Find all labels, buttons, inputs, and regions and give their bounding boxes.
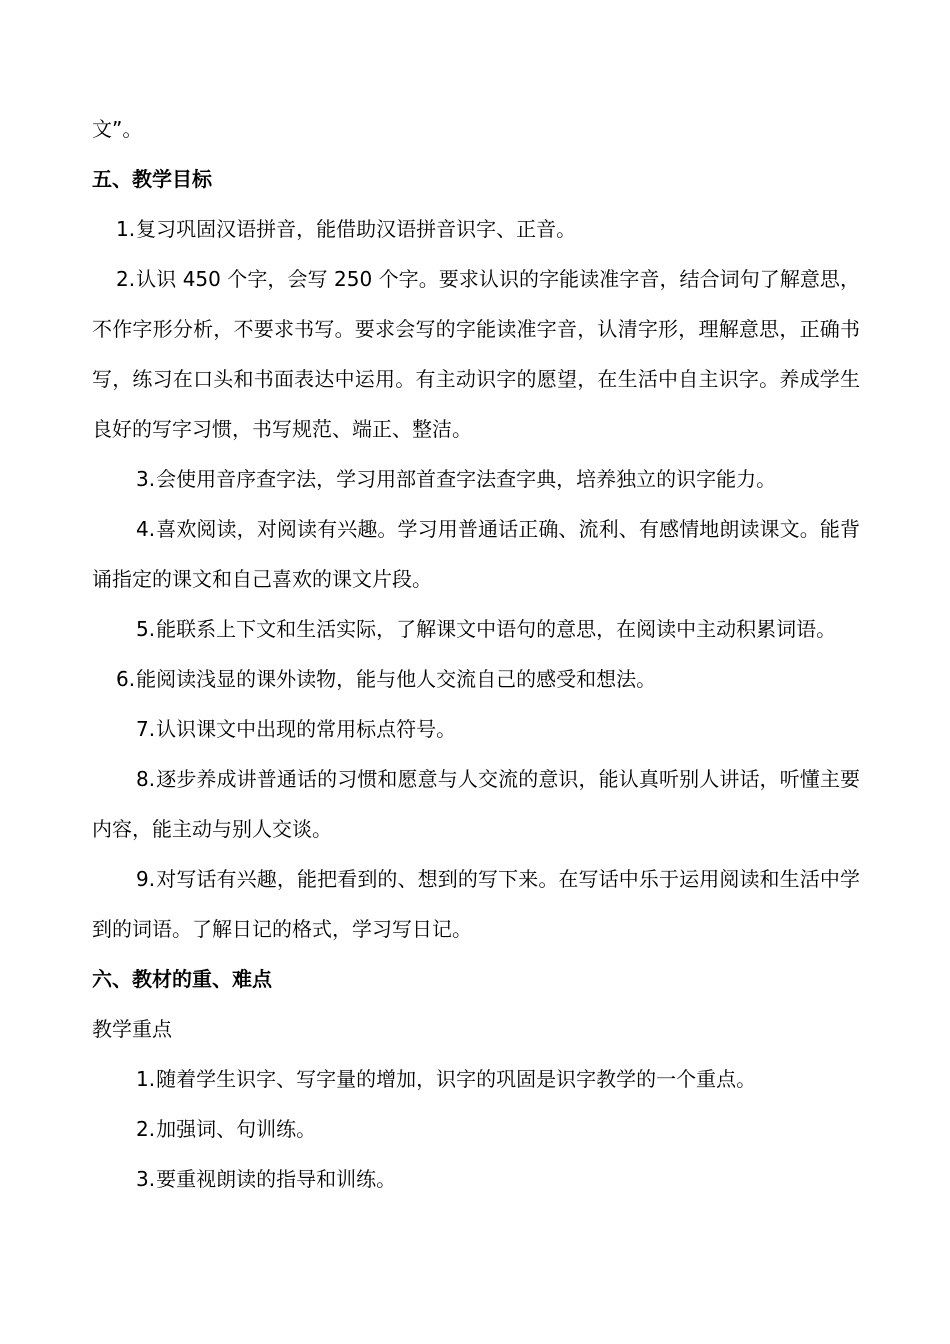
focus-item-text: 加强词、句训练。	[156, 1117, 317, 1141]
goal-item-5	[92, 604, 860, 654]
focus-item-number: 3.	[136, 1167, 156, 1191]
focus-item-2	[92, 1104, 860, 1154]
goal-item-2	[92, 254, 860, 454]
focus-item-3	[92, 1154, 860, 1204]
goal-item-4	[92, 504, 860, 604]
goal-item-text: 对写话有兴趣，能把看到的、想到的写下来。在写话中乐于运用阅读和生活中学到的词语。了解日记的格式，学习写日记。	[92, 867, 860, 941]
goal-item-number: 6.	[116, 667, 136, 691]
goal-item-9	[92, 854, 860, 954]
focus-item-text: 要重视朗读的指导和训练。	[156, 1167, 397, 1191]
focus-item-number: 2.	[136, 1117, 156, 1141]
goal-item-number: 3.	[136, 467, 156, 491]
section-5-heading: 五、教学目标	[92, 167, 212, 191]
focus-item-text: 随着学生识字、写字量的增加，识字的巩固是识字教学的一个重点。	[156, 1067, 757, 1091]
focus-item-number: 1.	[136, 1067, 156, 1091]
goal-item-1	[92, 204, 860, 254]
section-6-heading: 六、教材的重、难点	[92, 967, 272, 991]
goal-item-number: 4.	[136, 517, 156, 541]
goal-item-3	[92, 454, 860, 504]
continuation-text: 文”。	[92, 117, 143, 141]
goal-item-6	[92, 654, 860, 704]
goal-item-text: 能阅读浅显的课外读物，能与他人交流自己的感受和想法。	[136, 667, 657, 691]
goal-item-7	[92, 704, 860, 754]
section-6-subtitle: 教学重点	[92, 1017, 172, 1041]
goal-item-8	[92, 754, 860, 854]
goal-item-number: 5.	[136, 617, 156, 641]
goal-item-text: 喜欢阅读，对阅读有兴趣。学习用普通话正确、流利、有感情地朗读课文。能背诵指定的课文和自己喜欢的课文片段。	[92, 517, 860, 591]
goal-item-text: 逐步养成讲普通话的习惯和愿意与人交流的意识，能认真听别人讲话，听懂主要内容，能主动与别人交谈。	[92, 767, 860, 841]
goal-item-text: 认识课文中出现的常用标点符号。	[156, 717, 457, 741]
goal-item-number: 7.	[136, 717, 156, 741]
document-page	[92, 104, 860, 1204]
goal-item-number: 1.	[116, 217, 136, 241]
goal-item-number: 2.	[116, 267, 136, 291]
goal-item-text: 会使用音序查字法，学习用部首查字法查字典，培养独立的识字能力。	[156, 467, 777, 491]
goal-item-number: 9.	[136, 867, 156, 891]
goal-item-text: 复习巩固汉语拼音，能借助汉语拼音识字、正音。	[136, 217, 577, 241]
goal-item-text: 认识 450 个字，会写 250 个字。要求认识的字能读准字音，结合词句了解意思，不作字形分析，不要求书写。要求会写的字能读准字音，认清字形，理解意思，正确书写，练习在口头和书面表达中运用。有主动识字的愿望，在生活中自主识字。养成学生良好的写字习惯，书写规范、端正、整洁。	[92, 267, 860, 441]
goal-item-number: 8.	[136, 767, 156, 791]
goal-item-text: 能联系上下文和生活实际，了解课文中语句的意思，在阅读中主动积累词语。	[156, 617, 837, 641]
focus-item-1	[92, 1054, 860, 1104]
